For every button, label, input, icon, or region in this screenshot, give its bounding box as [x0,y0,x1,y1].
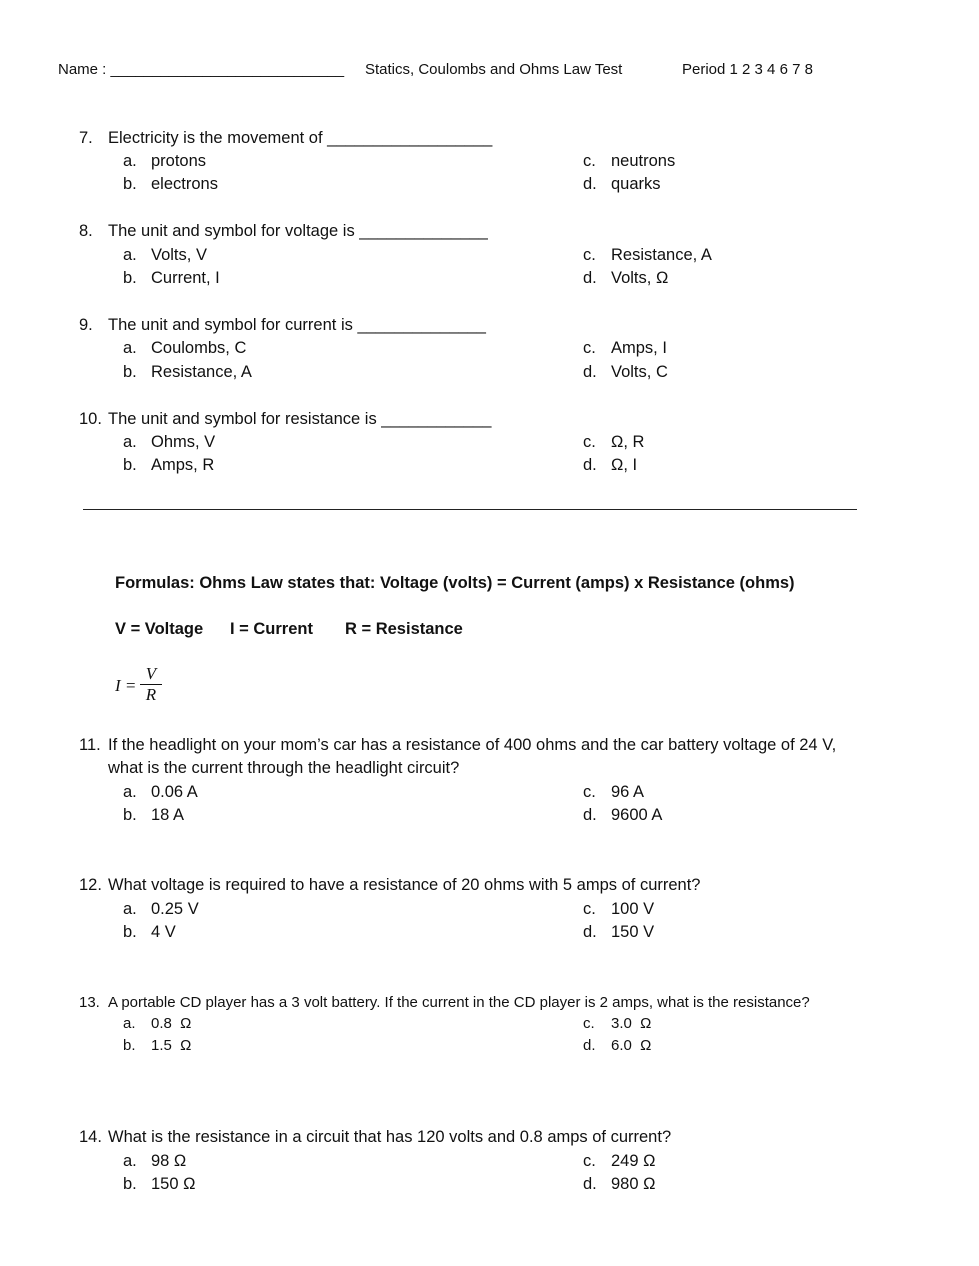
option-letter: a. [123,1152,137,1170]
option-letter: c. [583,433,596,451]
question-text: A portable CD player has a 3 volt battery. If the current in the CD player is 2 amps, what is the resistance? [108,994,810,1011]
option-text: 18 A [151,806,185,824]
question-text: The unit and symbol for voltage is ______________ [108,222,488,240]
q7-option-d[interactable] [583,175,661,194]
option-text: Coulombs, C [151,339,247,357]
q14-option-a[interactable] [123,1152,186,1171]
option-letter: d. [583,363,597,381]
q7-option-a[interactable] [123,152,206,171]
ohms-law-statement: Formulas: Ohms Law states that: Voltage (volts) = Current (amps) x Resistance (ohms) [115,574,795,592]
option-text: 6.0 Ω [611,1037,652,1054]
option-letter: b. [123,923,137,941]
option-letter: d. [583,456,597,474]
option-letter: d. [583,1037,596,1054]
option-text: 249 Ω [611,1152,656,1170]
option-letter: c. [583,339,596,357]
resistance-definition: R = Resistance [345,620,463,638]
option-letter: a. [123,783,137,801]
q10-option-c[interactable] [583,433,644,452]
test-title: Statics, Coulombs and Ohms Law Test [365,61,623,78]
option-letter: b. [123,175,137,193]
q11-option-b[interactable] [123,806,184,825]
option-letter: d. [583,806,597,824]
question-number: 10. [79,410,102,428]
question-10 [79,410,491,429]
option-text: protons [151,152,207,170]
option-text: 4 V [151,923,176,941]
question-number: 11. [79,736,101,754]
equation-fraction [139,664,163,705]
option-text: Resistance, A [151,363,252,381]
option-text: 0.06 A [151,783,198,801]
question-text: If the headlight on your mom’s car has a resistance of 400 ohms and the car battery voltage of 24 V, [108,736,837,754]
question-11 [79,736,836,755]
option-text: Ω, I [611,456,638,474]
q11-option-c[interactable] [583,783,644,802]
q14-option-b[interactable] [123,1175,195,1194]
q9-option-d[interactable] [583,363,668,382]
option-letter: a. [123,900,137,918]
option-text: 1.5 Ω [151,1037,192,1054]
question-number: 9. [79,316,93,334]
question-9 [79,316,486,335]
q12-option-c[interactable] [583,900,654,919]
current-definition: I = Current [230,620,313,638]
q14-option-d[interactable] [583,1175,655,1194]
option-letter: a. [123,1015,136,1032]
question-number: 14. [79,1128,102,1146]
period-label: Period 1 2 3 4 6 7 8 [682,61,813,78]
option-text: Volts, C [611,363,668,381]
question-text: The unit and symbol for current is ______________ [108,316,486,334]
q10-option-d[interactable] [583,456,637,475]
voltage-definition: V = Voltage [115,620,204,638]
option-letter: c. [583,152,596,170]
option-letter: a. [123,433,137,451]
q8-option-d[interactable] [583,269,668,288]
q10-option-b[interactable] [123,456,214,475]
option-letter: b. [123,806,137,824]
fraction-denominator: R [145,685,157,704]
option-text: 150 Ω [151,1175,196,1193]
q9-option-c[interactable] [583,339,667,358]
q8-option-c[interactable] [583,246,712,265]
q8-option-b[interactable] [123,269,220,288]
option-letter: b. [123,363,137,381]
option-text: 96 A [611,783,645,801]
q9-option-a[interactable] [123,339,246,358]
option-letter: d. [583,175,597,193]
option-letter: a. [123,246,137,264]
q11-option-d[interactable] [583,806,662,825]
option-letter: b. [123,1175,137,1193]
option-text: 9600 A [611,806,663,824]
question-8 [79,222,488,241]
option-letter: d. [583,1175,597,1193]
option-text: Amps, I [611,339,667,357]
option-letter: a. [123,339,137,357]
q13-option-b[interactable] [123,1037,191,1054]
question-text: Electricity is the movement of __________________ [108,129,493,147]
question-12 [79,876,700,895]
q9-option-b[interactable] [123,363,252,382]
option-text: Amps, R [151,456,215,474]
option-letter: d. [583,923,597,941]
option-letter: c. [583,246,596,264]
option-letter: d. [583,269,597,287]
name-field-label: Name : ____________________________ [58,61,345,78]
option-text: Volts, Ω [611,269,669,287]
q8-option-a[interactable] [123,246,207,265]
q11-option-a[interactable] [123,783,198,802]
question-text: What is the resistance in a circuit that has 120 volts and 0.8 amps of current? [108,1128,672,1146]
q12-option-d[interactable] [583,923,654,942]
q12-option-a[interactable] [123,900,199,919]
option-text: Volts, V [151,246,207,264]
question-7 [79,129,492,148]
question-text: What voltage is required to have a resistance of 20 ohms with 5 amps of current? [108,876,701,894]
option-text: neutrons [611,152,676,170]
equation-lhs: I = [115,676,137,695]
option-text: Ohms, V [151,433,216,451]
option-letter: c. [583,1152,596,1170]
option-text: electrons [151,175,218,193]
option-text: Resistance, A [611,246,712,264]
question-number: 7. [79,129,93,147]
option-text: quarks [611,175,661,193]
option-text: 0.25 V [151,900,199,918]
option-letter: b. [123,269,137,287]
option-text: 150 V [611,923,655,941]
question-11-continued: what is the current through the headlight circuit? [108,759,460,777]
section-divider [83,509,857,510]
q13-option-a[interactable] [123,1015,191,1032]
option-text: 3.0 Ω [611,1015,652,1032]
option-text: 100 V [611,900,655,918]
option-text: 0.8 Ω [151,1015,192,1032]
question-14 [79,1128,671,1147]
q10-option-a[interactable] [123,433,215,452]
question-text: The unit and symbol for resistance is ____________ [108,410,492,428]
option-text: 98 Ω [151,1152,187,1170]
option-letter: b. [123,456,137,474]
fraction-numerator: V [145,664,157,683]
question-13 [79,994,810,1011]
question-number: 12. [79,876,102,894]
question-number: 13. [79,994,100,1011]
option-text: Ω, R [611,433,645,451]
q7-option-b[interactable] [123,175,218,194]
q7-option-c[interactable] [583,152,675,171]
option-letter: c. [583,1015,595,1032]
option-letter: c. [583,900,596,918]
option-text: Current, I [151,269,220,287]
option-letter: c. [583,783,596,801]
option-letter: b. [123,1037,136,1054]
q13-option-d[interactable] [583,1037,651,1054]
q13-option-c[interactable] [583,1015,651,1032]
q14-option-c[interactable] [583,1152,655,1171]
option-text: 980 Ω [611,1175,656,1193]
option-letter: a. [123,152,137,170]
question-number: 8. [79,222,93,240]
q12-option-b[interactable] [123,923,176,942]
